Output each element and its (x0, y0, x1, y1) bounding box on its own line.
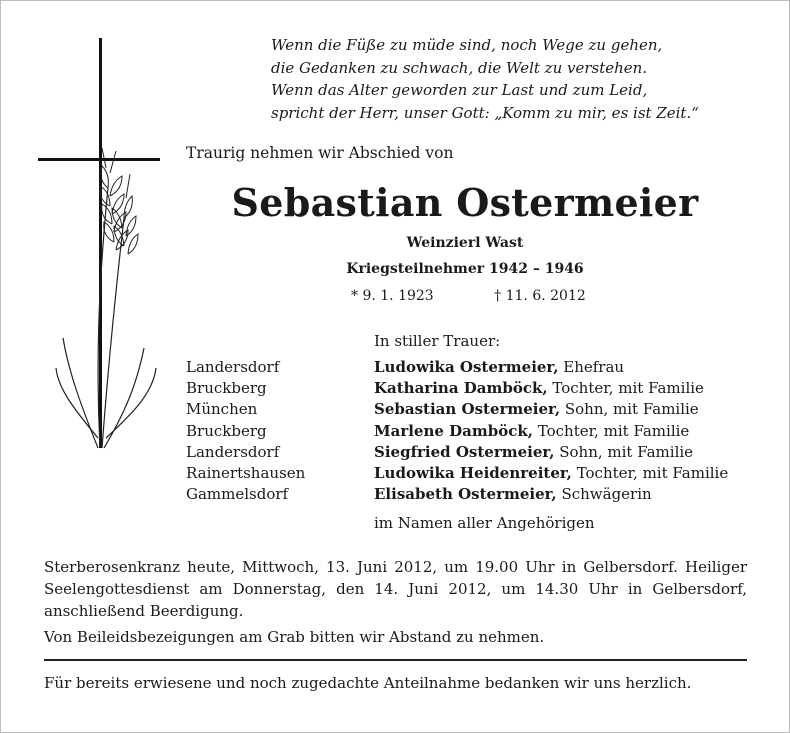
mourner-entry (374, 357, 624, 378)
mourner-row (186, 421, 728, 442)
mourner-relation: Tochter, mit Familie (552, 379, 704, 398)
mourner-relation: Sohn, mit Familie (564, 400, 699, 419)
mourner-place: Rainertshausen (186, 464, 306, 483)
life-dates (351, 288, 586, 304)
poem-line: Wenn das Alter geworden zur Last und zum Leid, (271, 81, 648, 99)
mourner-relation: Tochter, mit Familie (576, 464, 729, 483)
mourner-row (186, 463, 728, 484)
mourner-relation: Sohn, mit Familie (559, 442, 694, 461)
mourner-entry (374, 421, 689, 442)
mourner-entry (374, 442, 693, 463)
birth-date: * 9. 1. 1923 (351, 288, 434, 304)
mourner-place: Landersdorf (186, 358, 280, 376)
deceased-nickname: Weinzierl Wast (406, 235, 524, 251)
mourner-row (186, 484, 728, 505)
mourner-row (186, 399, 728, 420)
poem-line: spricht der Herr, unser Gott: „Komm zu mir, es ist Zeit.“ (271, 103, 699, 122)
mourner-row (186, 378, 728, 399)
mourner-row (186, 442, 728, 463)
mourner-entry (374, 378, 704, 399)
mourners-closing: im Namen aller Angehörigen (374, 514, 595, 532)
mourner-relation: Schwägerin (561, 485, 652, 504)
mourner-name: Marlene Damböck, (374, 421, 533, 440)
cross-with-wheat-icon (38, 38, 178, 458)
service-info: Sterberosenkranz heute, Mittwoch, 13. Juni 2012, um 19.00 Uhr in Gelbersdorf. Heiliger Seelengottesdienst am Donnerstag, den 14. Juni 2012, um 14.30 Uhr in Gelbersdorf, anschließend Beerdigung. (44, 558, 747, 620)
mourner-place: München (186, 400, 258, 419)
mourners-list (186, 357, 728, 505)
mourner-name: Katharina Damböck, (374, 379, 548, 398)
war-note: Kriegsteilnehmer 1942 – 1946 (346, 261, 584, 277)
mourner-name: Elisabeth Ostermeier, (374, 485, 557, 504)
thanks-note: Für bereits erwiesene und noch zugedachte Anteilnahme bedanken wir uns herzlich. (44, 674, 692, 692)
mourner-name: Ludowika Heidenreiter, (374, 464, 572, 483)
mourner-name: Ludowika Ostermeier, (374, 358, 559, 376)
mourner-entry (374, 399, 699, 420)
deceased-name: Sebastian Ostermeier (231, 180, 699, 225)
mourner-row (186, 357, 728, 378)
mourner-place: Bruckberg (186, 421, 267, 440)
mourner-relation: Ehefrau (563, 358, 625, 376)
mourner-name: Sebastian Ostermeier, (374, 400, 561, 419)
mourner-entry (374, 463, 728, 484)
mourner-entry (374, 484, 652, 505)
mourner-relation: Tochter, mit Familie (537, 421, 690, 440)
mourner-place: Landersdorf (186, 442, 280, 461)
condolence-request: Von Beileidsbezeigungen am Grab bitten wir Abstand zu nehmen. (44, 628, 545, 646)
poem-line: die Gedanken zu schwach, die Welt zu verstehen. (271, 58, 648, 77)
mourner-place: Gammelsdorf (186, 485, 289, 504)
mourners-intro: In stiller Trauer: (374, 332, 501, 350)
mourner-place: Bruckberg (186, 379, 267, 398)
poem (271, 34, 771, 124)
death-date: † 11. 6. 2012 (494, 288, 586, 304)
mourner-name: Siegfried Ostermeier, (374, 442, 555, 461)
farewell-intro: Traurig nehmen wir Abschied von (186, 144, 454, 162)
divider (44, 659, 747, 661)
poem-line: Wenn die Füße zu müde sind, noch Wege zu gehen, (271, 36, 663, 54)
